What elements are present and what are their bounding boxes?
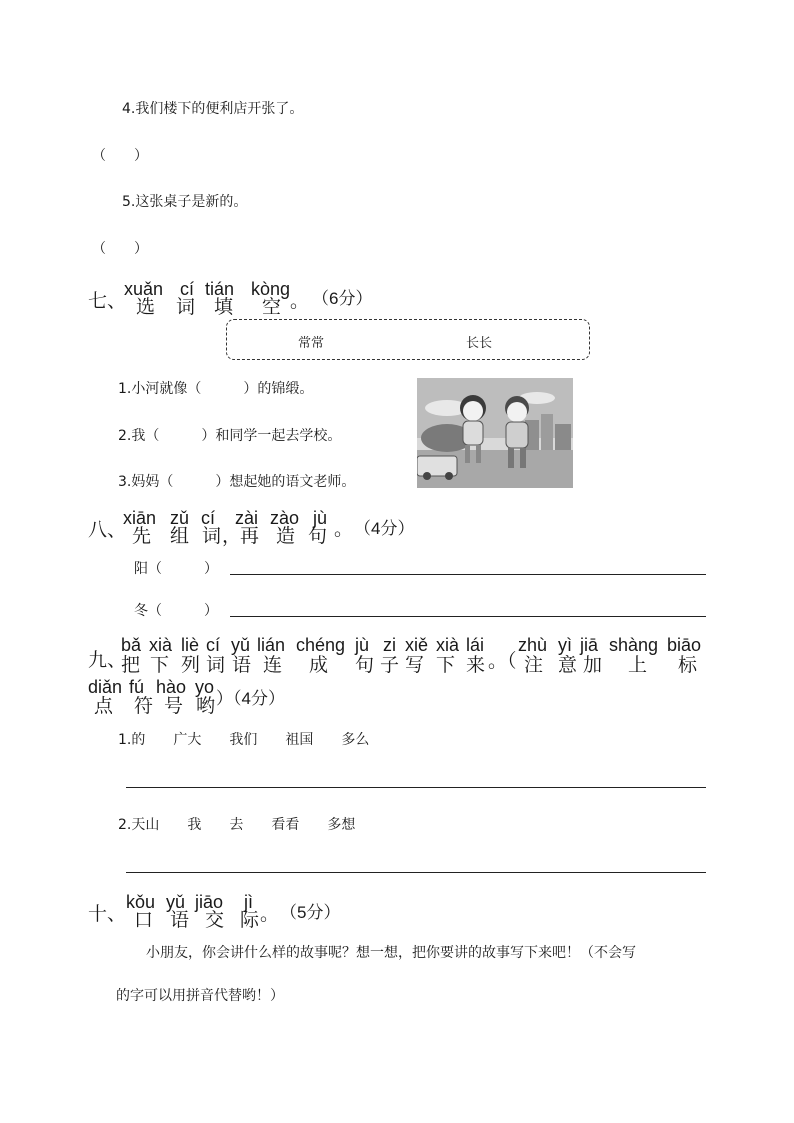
- punctuation: 。（: [488, 650, 517, 672]
- fill-question-3: 3.妈妈（ ）想起她的语文老师。: [118, 474, 356, 490]
- hanzi: 注: [524, 654, 544, 676]
- pinyin: xià: [436, 635, 460, 655]
- hanzi: 把: [121, 654, 141, 676]
- answer-line[interactable]: [230, 616, 706, 617]
- period: 。: [290, 290, 310, 312]
- answer-line[interactable]: [230, 574, 706, 575]
- pinyin: kǒu: [126, 892, 156, 912]
- pinyin: xuǎn: [124, 279, 164, 299]
- pinyin: zhù: [518, 635, 548, 655]
- period: 。: [334, 518, 354, 540]
- hanzi: 写: [405, 654, 425, 676]
- hanzi: 口: [134, 909, 154, 931]
- pinyin: bǎ: [121, 635, 142, 655]
- pinyin: jì: [244, 892, 253, 912]
- fill-question-1: 1.小河就像（ ）的锦缎。: [118, 381, 314, 397]
- prompt-paragraph-line-1: 小朋友，你会讲什么样的故事呢？想一想，把你要讲的故事写下来吧！（不会写: [146, 945, 636, 961]
- hanzi: 点: [94, 695, 114, 717]
- answer-line[interactable]: [126, 872, 706, 873]
- hanzi: 哟: [196, 695, 216, 717]
- hanzi: 选: [136, 296, 156, 318]
- sentence-words-1: 1.的 广大 我们 祖国 多么: [118, 732, 370, 748]
- pinyin: zài: [235, 508, 259, 528]
- score: （5分）: [280, 903, 341, 922]
- word-option: 常常: [298, 336, 325, 351]
- answer-line[interactable]: [126, 787, 706, 788]
- word-option: 长长: [466, 336, 493, 351]
- hanzi: 子: [380, 654, 400, 676]
- pinyin: chéng: [296, 635, 346, 655]
- hanzi: 上: [628, 654, 648, 676]
- hanzi: 符: [134, 695, 154, 717]
- hanzi: 际: [240, 909, 260, 931]
- pinyin: xiě: [405, 635, 429, 655]
- pinyin: cí: [206, 635, 221, 655]
- pinyin: yǔ: [166, 892, 186, 912]
- section-number: 七、: [88, 290, 127, 312]
- hanzi: 来: [466, 654, 486, 676]
- question-5: 5.这张桌子是新的。: [122, 194, 248, 210]
- score: （4分）: [354, 519, 415, 538]
- pinyin: hào: [156, 677, 187, 697]
- hanzi: 再: [240, 525, 260, 547]
- prompt-paragraph-line-2: 的字可以用拼音代替哟！）: [116, 988, 284, 1004]
- question-4: 4.我们楼下的便利店开张了。: [122, 101, 304, 117]
- section-number: 十、: [88, 903, 127, 925]
- hanzi: 词: [206, 654, 226, 676]
- pinyin: yǔ: [231, 635, 251, 655]
- fill-question-2: 2.我（ ）和同学一起去学校。: [118, 428, 342, 444]
- pinyin: jiā: [580, 635, 599, 655]
- pinyin: biāo: [667, 635, 702, 655]
- hanzi: 句: [355, 654, 375, 676]
- pinyin: cí: [180, 279, 195, 299]
- score: ）（4分）: [216, 689, 285, 708]
- hanzi: 加: [583, 654, 603, 676]
- pinyin: lián: [257, 635, 286, 655]
- pinyin: kòng: [251, 279, 291, 299]
- word-bank-box: [226, 319, 590, 360]
- period: 。: [260, 903, 280, 925]
- section-number: 八、: [88, 519, 127, 541]
- hanzi: 连: [263, 654, 283, 676]
- hanzi: 造: [276, 525, 296, 547]
- sentence-words-2: 2.天山 我 去 看看 多想: [118, 817, 356, 833]
- hanzi: 下: [436, 654, 456, 676]
- hanzi: 词: [176, 296, 196, 318]
- answer-blank-4[interactable]: （ ）: [92, 148, 148, 164]
- pinyin: xià: [149, 635, 173, 655]
- hanzi: 语: [232, 654, 252, 676]
- hanzi: 组: [170, 525, 190, 547]
- hanzi: 句: [308, 525, 328, 547]
- pinyin: jù: [313, 508, 328, 528]
- hanzi: 填: [214, 296, 234, 318]
- hanzi: 词: [202, 525, 222, 547]
- word-item-dong: 冬（ ）: [134, 603, 218, 619]
- pinyin: yo: [195, 677, 215, 697]
- hanzi: 交: [205, 909, 225, 931]
- pinyin: xiān: [123, 508, 157, 528]
- hanzi: 意: [558, 654, 578, 676]
- hanzi: 成: [309, 654, 329, 676]
- word-item-yang: 阳（ ）: [134, 561, 218, 577]
- pinyin: fú: [129, 677, 145, 697]
- pinyin: tián: [205, 279, 235, 299]
- hanzi: 下: [150, 654, 170, 676]
- hanzi: 先: [132, 525, 152, 547]
- pinyin: zi: [383, 635, 396, 655]
- pinyin: diǎn: [88, 677, 123, 697]
- score: （6分）: [312, 289, 373, 308]
- hanzi: 空: [262, 296, 282, 318]
- pinyin: shàng: [609, 635, 659, 655]
- children-walking-illustration: [417, 378, 573, 488]
- pinyin: jù: [355, 635, 370, 655]
- hanzi: 号: [164, 695, 184, 717]
- hanzi: ，: [222, 525, 242, 547]
- pinyin: cí: [201, 508, 216, 528]
- answer-blank-5[interactable]: （ ）: [92, 241, 148, 257]
- hanzi: 标: [678, 654, 698, 676]
- hanzi: 语: [170, 909, 190, 931]
- pinyin: yì: [558, 635, 573, 655]
- section-number: 九、: [88, 649, 127, 671]
- pinyin: liè: [181, 635, 200, 655]
- pinyin: lái: [466, 635, 485, 655]
- hanzi: 列: [181, 654, 201, 676]
- pinyin: zào: [270, 508, 300, 528]
- pinyin: jiāo: [195, 892, 224, 912]
- pinyin: zǔ: [170, 508, 190, 528]
